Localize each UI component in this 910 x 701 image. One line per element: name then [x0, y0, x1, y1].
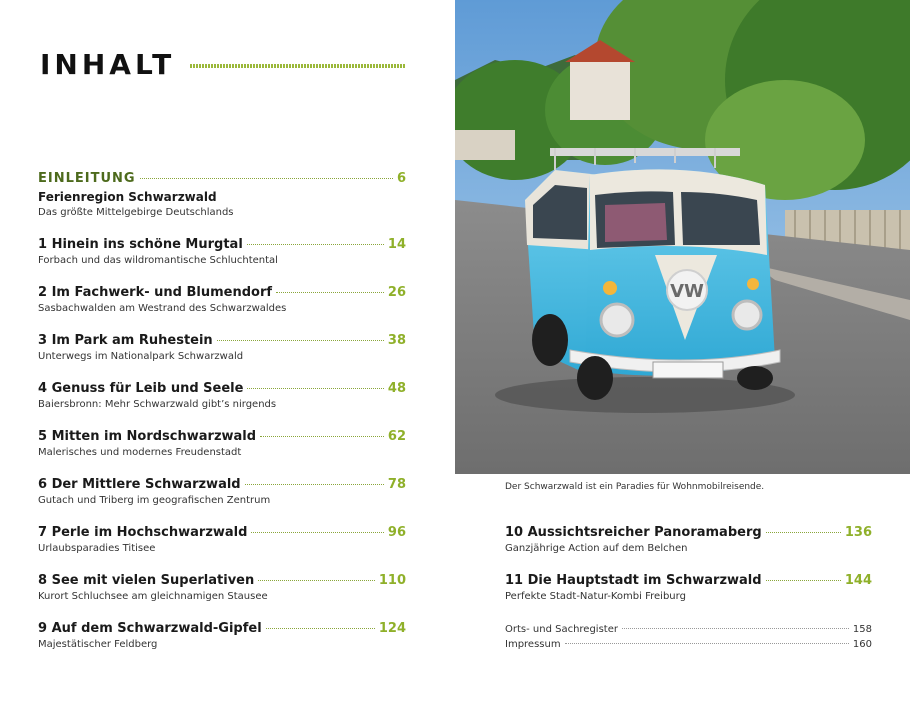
page-number: 144: [844, 573, 872, 588]
appendix-imprint[interactable]: [505, 639, 872, 650]
chapter-subtitle: Malerisches und modernes Freudenstadt: [38, 447, 242, 458]
chapter-subtitle: Baiersbronn: Mehr Schwarzwald gibt’s nirgends: [38, 399, 277, 410]
toc-chapter-4[interactable]: [38, 381, 406, 410]
chapter-title: Auf dem Schwarzwald-Gipfel: [51, 621, 262, 636]
page-number: 14: [387, 237, 406, 252]
intro-heading: Ferienregion Schwarzwald: [38, 190, 217, 204]
chapter-title: Aussichtsreicher Panoramaberg: [527, 525, 762, 540]
appendix-index[interactable]: [505, 624, 872, 635]
chapter-title: Genuss für Leib und Seele: [51, 381, 244, 396]
chapter-title: Im Park am Ruhestein: [51, 333, 213, 348]
page-number: 62: [387, 429, 406, 444]
photo-caption: Der Schwarzwald ist ein Paradies für Wohnmobilreisende.: [505, 482, 765, 492]
page-number: 78: [387, 477, 406, 492]
toc-appendix: [505, 624, 872, 650]
chapter-number: 1: [38, 237, 48, 252]
chapter-number: 8: [38, 573, 48, 588]
chapter-subtitle: Ganzjährige Action auf dem Belchen: [505, 543, 688, 554]
chapter-number: 11: [505, 573, 524, 588]
intro-label: EINLEITUNG: [38, 171, 136, 186]
toc-chapter-11[interactable]: [505, 573, 872, 602]
page-number: 26: [387, 285, 406, 300]
appendix-label: Impressum: [505, 639, 561, 650]
page-number: 48: [387, 381, 406, 396]
chapter-title: Mitten im Nordschwarzwald: [51, 429, 257, 444]
toc-intro[interactable]: [38, 171, 406, 218]
chapter-number: 6: [38, 477, 48, 492]
intro-subtitle: Das größte Mittelgebirge Deutschlands: [38, 207, 234, 218]
toc-chapter-10[interactable]: [505, 525, 872, 554]
toc-chapter-7[interactable]: [38, 525, 406, 554]
leader-dots: [766, 531, 841, 533]
chapter-number: 9: [38, 621, 48, 636]
page-number: 38: [387, 333, 406, 348]
leader-dots: [266, 627, 375, 629]
appendix-page: 160: [852, 639, 872, 650]
leader-dots: [565, 642, 849, 644]
chapter-number: 2: [38, 285, 48, 300]
leader-dots: [247, 243, 384, 245]
chapter-subtitle: Gutach und Triberg im geografischen Zentrum: [38, 495, 271, 506]
chapter-title: Im Fachwerk- und Blumendorf: [51, 285, 273, 300]
page-title: INHALT: [40, 48, 176, 81]
chapter-title: See mit vielen Superlativen: [51, 573, 255, 588]
campervan-photo: [455, 0, 910, 474]
leader-dots: [258, 579, 375, 581]
toc-chapter-8[interactable]: [38, 573, 406, 602]
chapter-subtitle: Sasbachwalden am Westrand des Schwarzwaldes: [38, 303, 287, 314]
chapter-subtitle: Perfekte Stadt-Natur-Kombi Freiburg: [505, 591, 686, 602]
chapter-subtitle: Kurort Schluchsee am gleichnamigen Stausee: [38, 591, 268, 602]
chapter-number: 10: [505, 525, 524, 540]
chapter-title: Hinein ins schöne Murgtal: [51, 237, 243, 252]
chapter-number: 7: [38, 525, 48, 540]
toc-chapter-1[interactable]: [38, 237, 406, 266]
chapter-subtitle: Unterwegs im Nationalpark Schwarzwald: [38, 351, 244, 362]
page-number: 110: [378, 573, 406, 588]
leader-dots: [260, 435, 384, 437]
page-number: 6: [396, 171, 406, 186]
svg-text:VW: VW: [670, 281, 704, 302]
leader-dots: [766, 579, 841, 581]
appendix-label: Orts- und Sachregister: [505, 624, 618, 635]
toc-chapter-2[interactable]: [38, 285, 406, 314]
toc-chapter-5[interactable]: [38, 429, 406, 458]
leader-dots: [247, 387, 383, 389]
leader-dots: [251, 531, 383, 533]
toc-chapter-6[interactable]: [38, 477, 406, 506]
page-number: 124: [378, 621, 406, 636]
page-number: 136: [844, 525, 872, 540]
toc-chapter-3[interactable]: [38, 333, 406, 362]
leader-dots: [245, 483, 384, 485]
title-rule: [190, 64, 405, 68]
chapter-title: Perle im Hochschwarzwald: [51, 525, 248, 540]
toc-chapter-9[interactable]: [38, 621, 406, 650]
chapter-title: Die Hauptstadt im Schwarzwald: [527, 573, 762, 588]
leader-dots: [140, 177, 393, 179]
page-number: 96: [387, 525, 406, 540]
chapter-subtitle: Urlaubsparadies Titisee: [38, 543, 156, 554]
chapter-number: 4: [38, 381, 48, 396]
appendix-page: 158: [852, 624, 872, 635]
leader-dots: [217, 339, 384, 341]
chapter-number: 3: [38, 333, 48, 348]
chapter-subtitle: Majestätischer Feldberg: [38, 639, 158, 650]
leader-dots: [276, 291, 384, 293]
chapter-number: 5: [38, 429, 48, 444]
chapter-subtitle: Forbach und das wildromantische Schluchtental: [38, 255, 278, 266]
leader-dots: [622, 627, 849, 629]
chapter-title: Der Mittlere Schwarzwald: [51, 477, 241, 492]
